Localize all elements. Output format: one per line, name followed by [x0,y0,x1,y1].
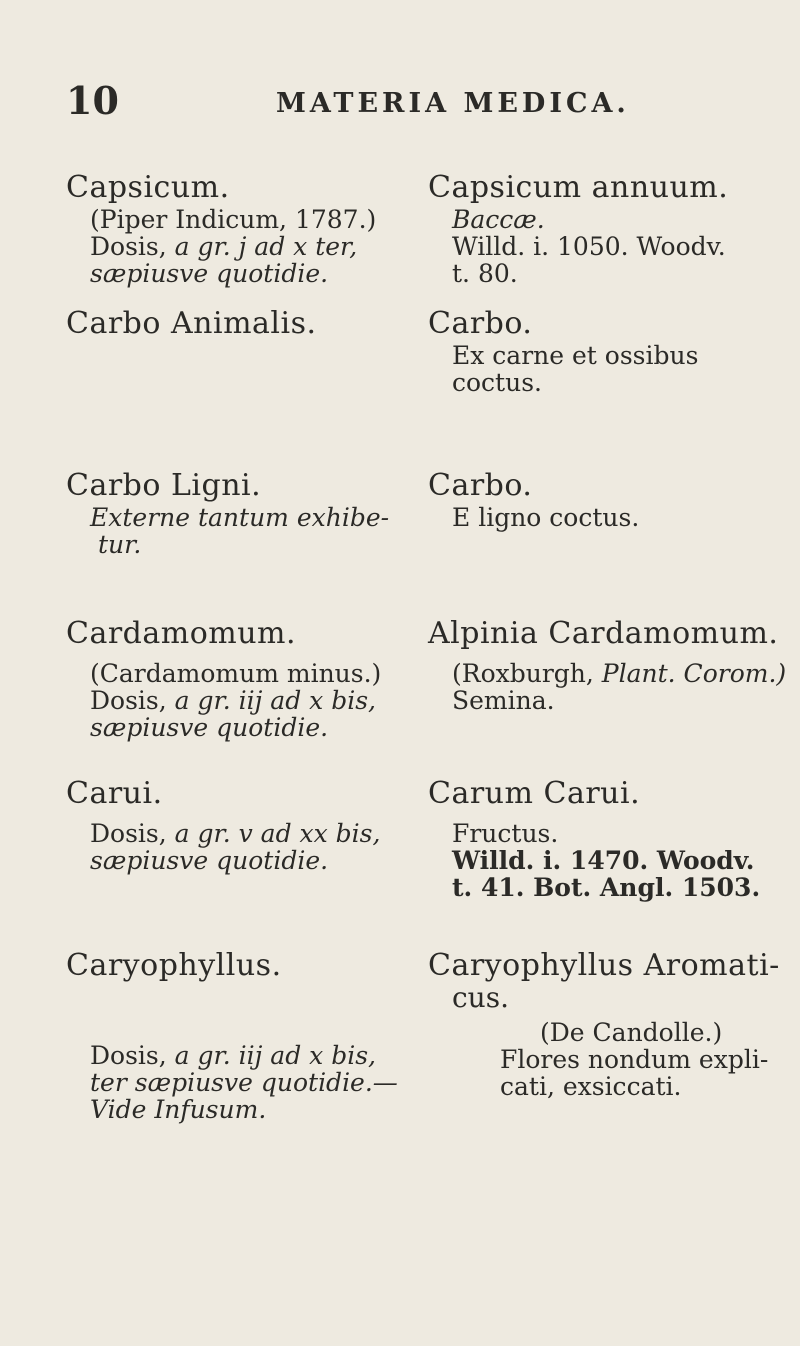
entry-heading: Carbo Animalis. [66,306,317,341]
entry-line: tur. [98,530,142,559]
dose-text: a gr. iij ad x bis, [174,686,376,715]
entry-line: t. 41. Bot. Angl. 1503. [452,873,761,902]
entry-line: t. 80. [452,259,518,288]
entry-line: (De Candolle.) [540,1018,723,1047]
entry-line: sæpiusve quotidie. [90,846,329,875]
entry-line: Willd. i. 1050. Woodv. [452,232,726,261]
dosis-label: Dosis, [90,819,167,848]
entry-line: sæpiusve quotidie. [90,259,329,288]
entry-line [90,687,406,714]
citation-work: Plant. Corom.) [601,659,787,688]
entry-body [428,206,788,287]
entry-body [66,504,406,558]
entry-capsicum [66,170,406,287]
dose-text: a gr. j ad x ter, [174,232,358,261]
entry-line: (Cardamomum minus.) [90,659,382,688]
entry-line [90,1042,406,1069]
entry-line: Vide Infusum. [90,1095,267,1124]
entry-line: cati, exsiccati. [500,1072,682,1101]
entry-line [90,820,406,847]
dosis-label: Dosis, [90,232,167,261]
entry-carui [66,776,406,874]
entry-heading: Carbo Ligni. [66,468,262,503]
running-title: MATERIA MEDICA. [276,88,630,119]
entry-caryophyllus-aromaticus [428,948,788,1100]
entry-body [428,820,788,901]
entry-line: Willd. i. 1470. Woodv. [452,846,755,875]
entry-line: ter sæpiusve quotidie.— [90,1068,398,1097]
entry-body [66,660,406,741]
entry-heading: Cardamomum. [66,616,297,651]
dose-text: a gr. iij ad x bis, [174,1041,376,1070]
entry-body [66,820,406,874]
entry-heading: Capsicum. [66,170,230,205]
entry-carbo-ligni [66,468,406,558]
entry-line [90,233,406,260]
entry-capsicum-annuum [428,170,788,287]
entry-body [428,660,788,714]
entry-line: Externe tantum exhibe- [90,503,390,532]
entry-carum-carui [428,776,788,901]
entry-line: E ligno coctus. [452,503,640,532]
dose-text: a gr. v ad xx bis, [174,819,381,848]
entry-body [66,206,406,287]
entry-heading: Alpinia Cardamomum. [428,616,779,651]
entry-carbo-1 [428,306,788,396]
entry-heading: Carum Carui. [428,776,641,811]
entry-line [452,660,788,687]
dosis-label: Dosis, [90,686,167,715]
entry-line: Ex carne et ossibus [452,341,699,370]
entry-body [428,504,788,531]
entry-line: Baccæ. [452,205,545,234]
entry-body [66,1042,406,1123]
entry-carbo-animalis [66,306,406,342]
entry-caryophyllus [66,948,406,1123]
entry-cardamomum [66,616,406,741]
entry-body [428,981,788,1101]
entry-line: Semina. [452,686,555,715]
entry-line: Flores nondum expli- [500,1045,769,1074]
entry-line: cus. [452,981,509,1014]
entry-heading: Caryophyllus. [66,948,282,983]
entry-carbo-2 [428,468,788,531]
entry-alpinia [428,616,788,714]
entry-heading: Carui. [66,776,163,811]
citation-author: (Roxburgh, [452,659,594,688]
dosis-label: Dosis, [90,1041,167,1070]
entry-line: (Piper Indicum, 1787.) [90,205,377,234]
entry-heading: Capsicum annuum. [428,170,729,205]
entry-line: coctus. [452,368,542,397]
entry-heading: Carbo. [428,468,533,503]
entry-body [428,342,788,396]
page-header [66,78,770,128]
entry-heading: Caryophyllus Aromati- [428,948,780,983]
entry-heading: Carbo. [428,306,533,341]
page-number: 10 [66,78,119,123]
entry-line: sæpiusve quotidie. [90,713,329,742]
entry-line: Fructus. [452,819,559,848]
